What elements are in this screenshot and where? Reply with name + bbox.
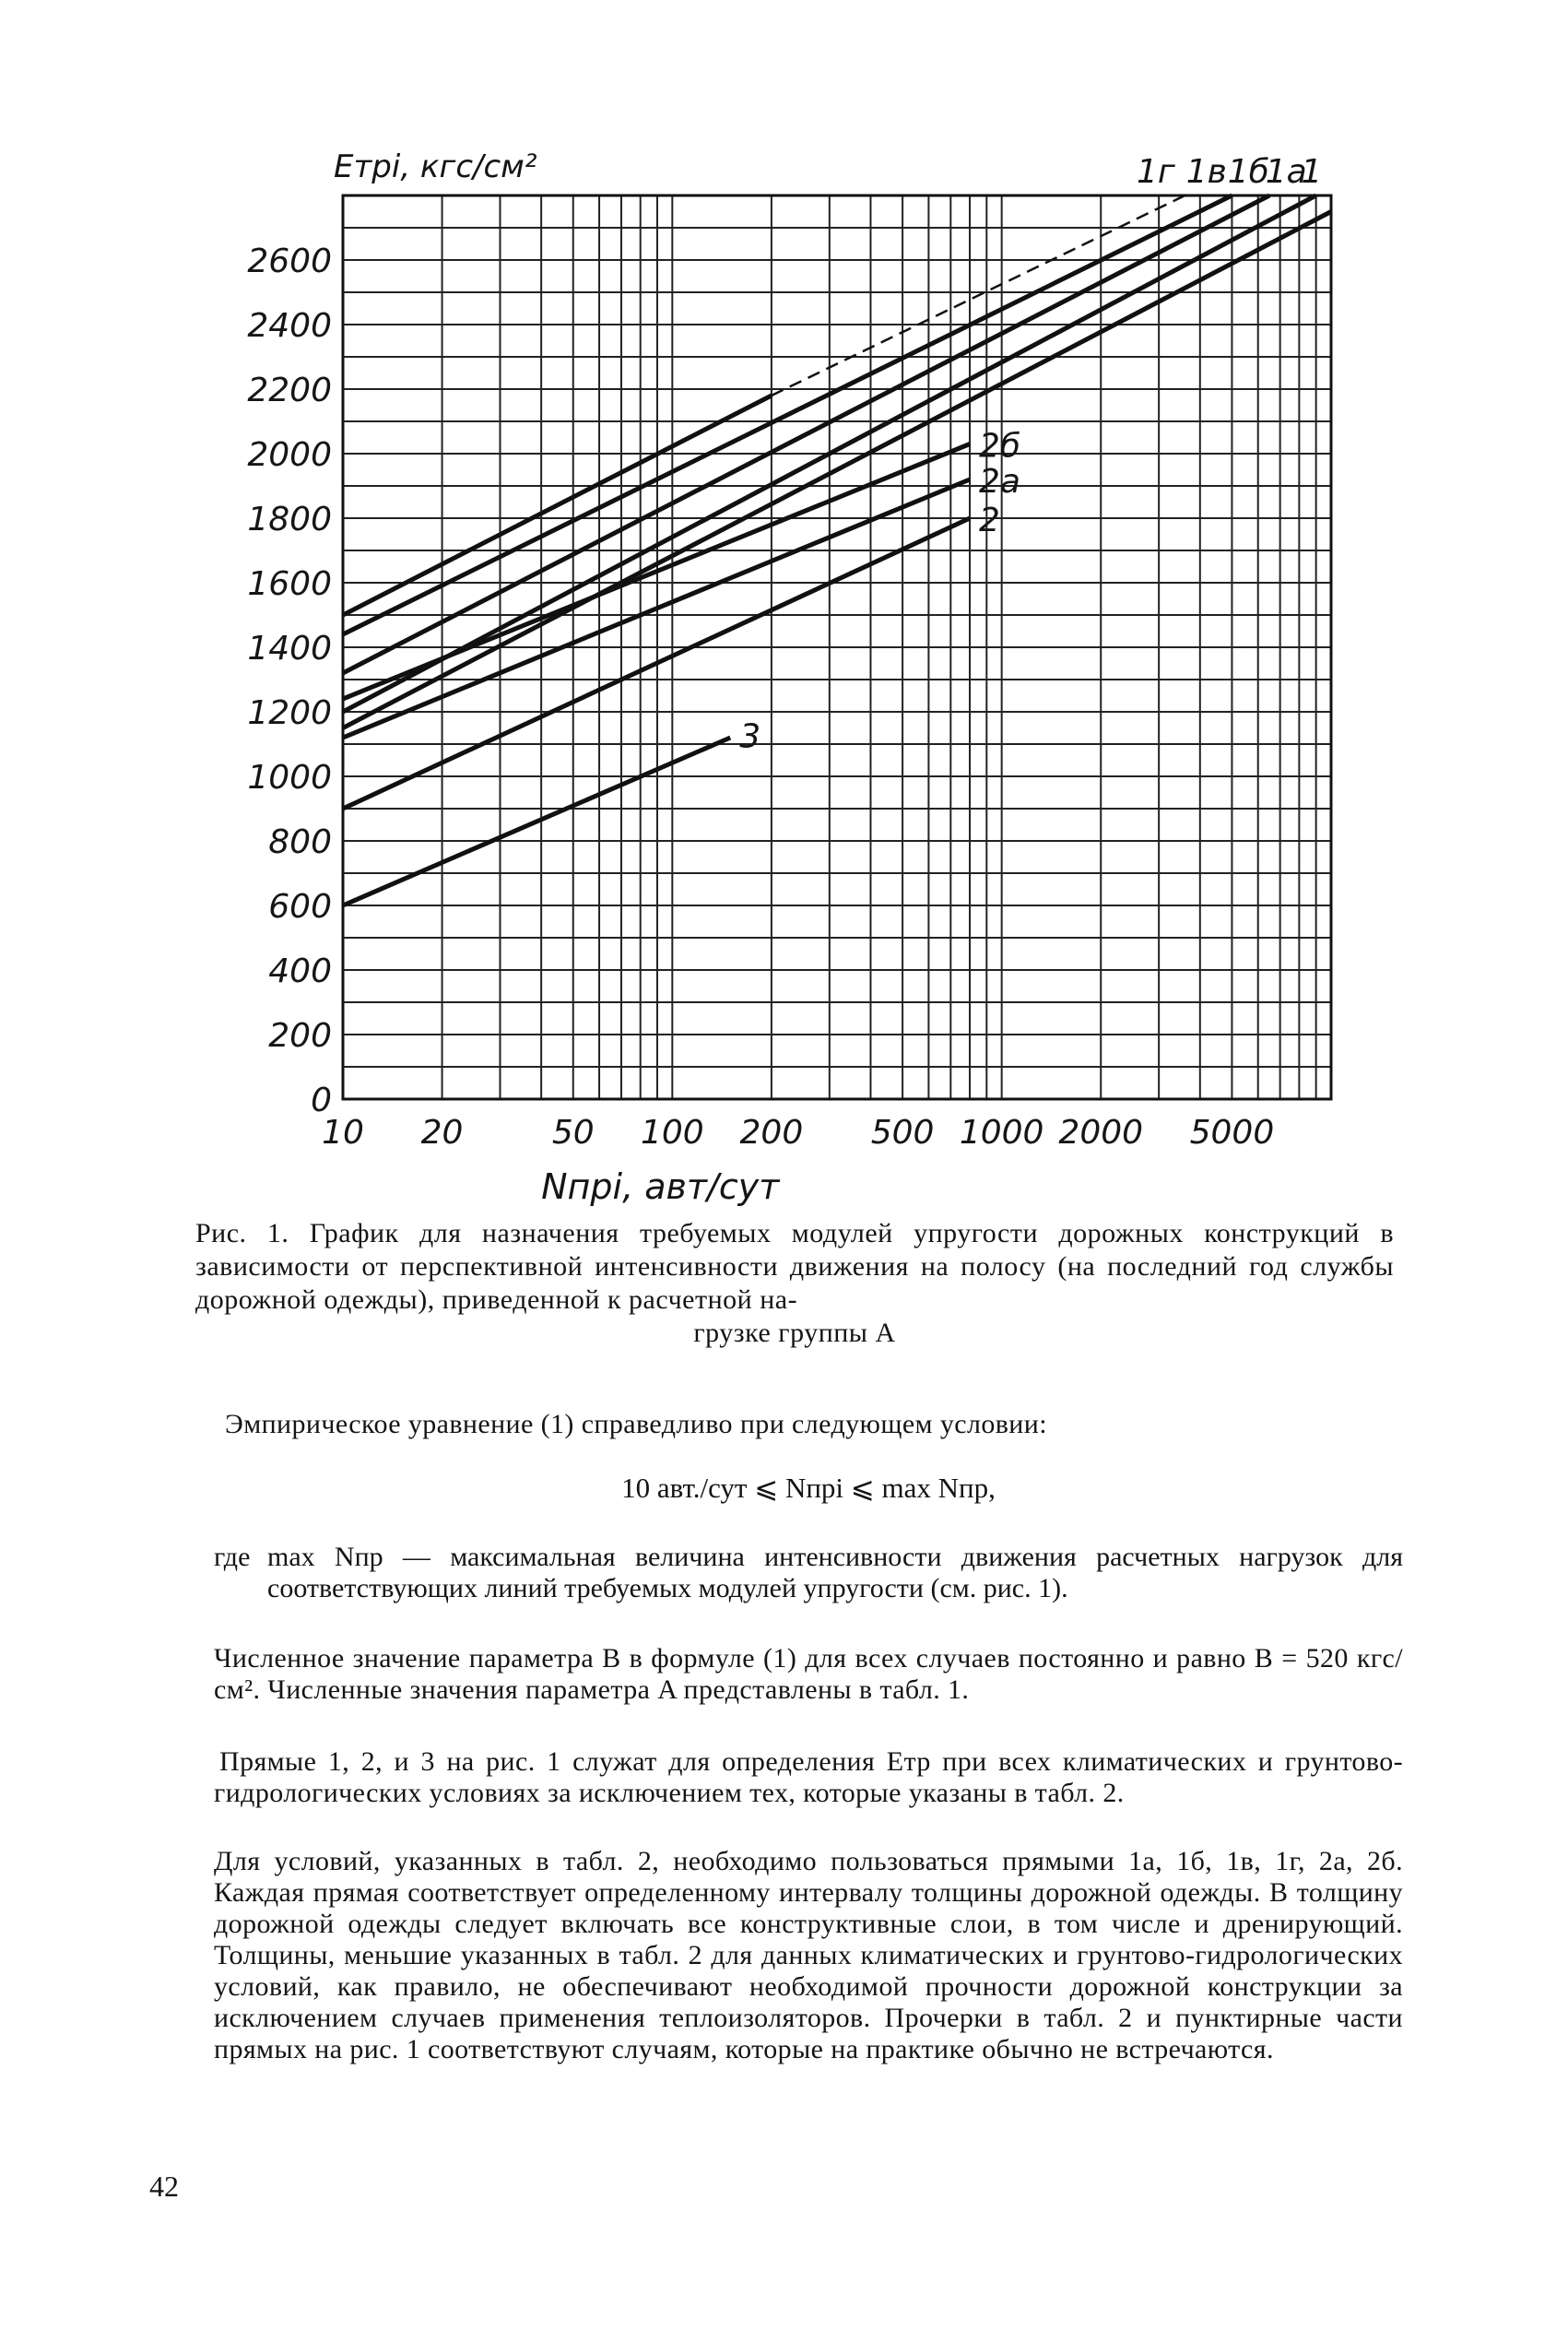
line-label-top: 1б <box>1227 153 1269 191</box>
y-tick-label: 2400 <box>247 307 332 345</box>
line-label-mid: 2б <box>979 427 1021 466</box>
y-tick-label: 1000 <box>247 759 332 797</box>
x-tick-label: 10 <box>322 1114 364 1152</box>
line-label-top: 1г <box>1137 153 1175 191</box>
figure-caption <box>195 1217 1394 1350</box>
x-tick-label: 500 <box>870 1114 935 1152</box>
chart-grid <box>343 195 1331 1099</box>
y-tick-label: 2000 <box>247 436 332 474</box>
where-label: где <box>214 1542 251 1572</box>
paragraph-parameter-b: Численное значение параметра B в формуле (1) для всех случаев постоянно и равно B = 520 кгс/см². Численные значения параметра A представлены в табл. 1. <box>214 1643 1403 1705</box>
caption-text: График для назначения требуемых модулей упругости дорожных конструкций в зависимости от перспективной интенсивности движения на полосу (на последний год службы дорожной одежды), приведенной к расчетной на- <box>195 1218 1394 1315</box>
line-label-mid: 2 <box>979 502 1000 539</box>
line-label-mid: 2а <box>979 463 1021 501</box>
paragraph-lines: Прямые 1, 2, и 3 на рис. 1 служат для определения Eтр при всех климатических и грунтово-гидрологических условиях за исключением тех, которые указаны в табл. 2. <box>214 1746 1403 1808</box>
caption-label: Рис. 1. <box>195 1218 289 1248</box>
y-tick-label: 1600 <box>247 565 332 603</box>
line-1в <box>343 195 1232 634</box>
y-tick-label: 2200 <box>247 372 332 409</box>
y-tick-label: 1400 <box>247 630 332 668</box>
y-tick-label: 1800 <box>247 501 332 538</box>
paragraph-conditions-table: Для условий, указанных в табл. 2, необходимо пользоваться прямыми 1а, 1б, 1в, 1г, 2а, 2б. Каждая прямая соответствует определенному интервалу толщины дорожной одежды. В толщину дорожной одежды следует включать все конструктивные слои, в том числе и дренирующий. Толщины, меньшие указанных в табл. 2 для данных климатических и грунтово-гидрологических условий, как правило, не обеспечивают необходимой прочности дорожной конструкции за исключением случаев применения теплоизоляторов. Прочерки в табл. 2 и пунктирные части прямых на рис. 1 соответствуют случаям, которые на практике обычно не встречаются. <box>214 1846 1403 2064</box>
figure-chart <box>247 129 1364 1207</box>
x-tick-label: 20 <box>420 1114 464 1152</box>
page-number: 42 <box>149 2170 179 2203</box>
x-tick-label: 1000 <box>959 1114 1044 1152</box>
line-label-top: 1 <box>1301 153 1323 191</box>
y-tick-label: 2600 <box>247 242 332 280</box>
x-tick-label: 50 <box>551 1114 595 1152</box>
line-label-top: 1а <box>1265 153 1307 191</box>
line-label-3: 3 <box>739 717 761 756</box>
y-tick-label: 600 <box>268 888 332 926</box>
where-text: max Nпр — максимальная величина интенсивности движения расчетных нагрузок для соответствующих линий требуемых модулей упругости (см. рис. 1). <box>267 1542 1403 1603</box>
where-clause <box>214 1542 1403 1643</box>
x-tick-label: 200 <box>739 1114 804 1152</box>
y-tick-label: 1200 <box>247 694 332 732</box>
y-tick-label: 0 <box>311 1082 332 1119</box>
line-1б <box>343 195 1269 673</box>
line-label-top: 1в <box>1185 153 1227 191</box>
x-tick-label: 100 <box>640 1114 704 1152</box>
y-tick-label: 200 <box>268 1017 332 1055</box>
x-axis-title: Nпрi, авт/сут <box>541 1166 780 1207</box>
y-tick-label: 400 <box>268 952 332 990</box>
paragraph-condition: Эмпирическое уравнение (1) справедливо при следующем условии: <box>225 1409 1047 1439</box>
caption-last-line: грузке группы А <box>693 1318 896 1348</box>
y-axis-title: Eтрi, кгс/см² <box>334 148 537 185</box>
formula: 10 авт./сут ⩽ Nпрi ⩽ max Nпр, <box>621 1472 996 1504</box>
x-tick-label: 2000 <box>1058 1114 1144 1152</box>
x-tick-label: 5000 <box>1189 1114 1275 1152</box>
y-tick-label: 800 <box>268 823 332 861</box>
line-1 <box>343 212 1331 728</box>
